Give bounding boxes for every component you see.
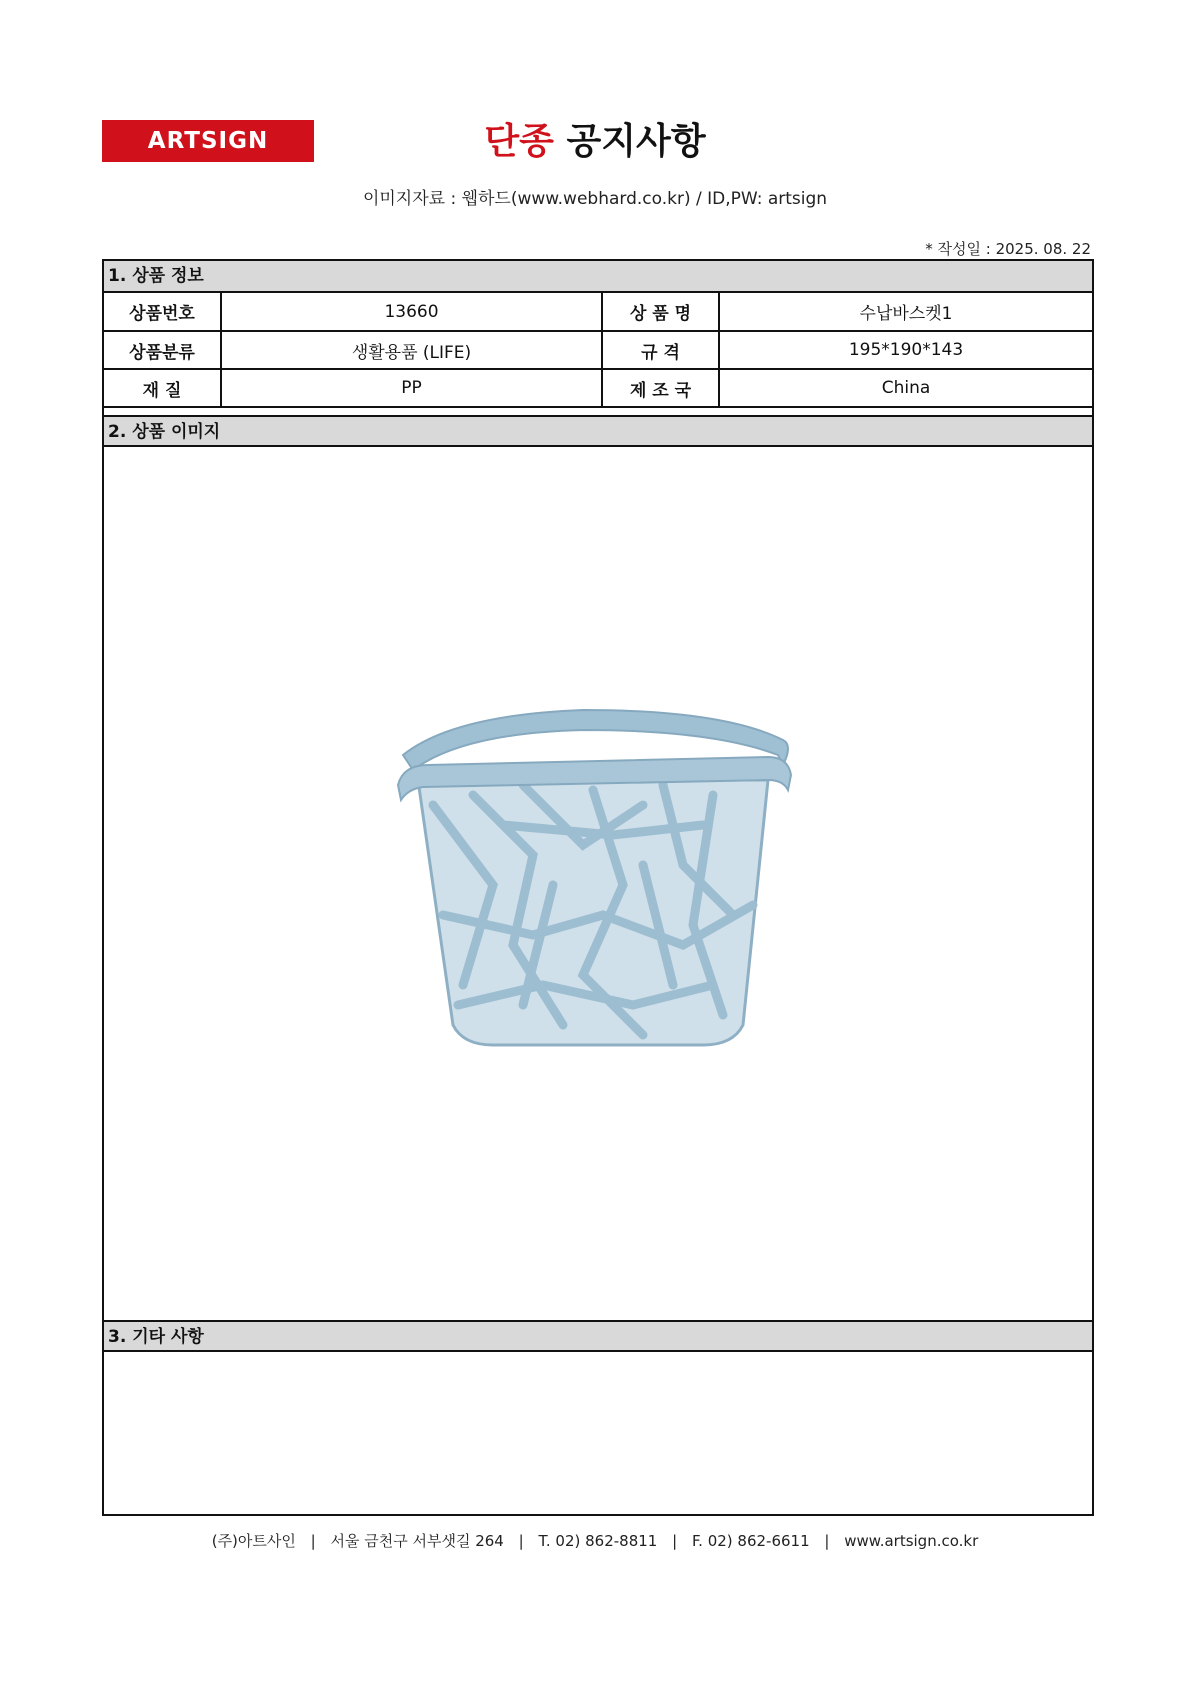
product-info-table — [104, 293, 1092, 408]
label-size: 규 격 — [602, 331, 719, 369]
product-image-area — [104, 449, 1092, 1320]
footer-fax: F. 02) 862-6611 — [691, 1532, 810, 1550]
value-country: China — [719, 369, 1092, 407]
section-title-product-image: 2. 상품 이미지 — [104, 415, 1092, 447]
table-row — [104, 331, 1092, 369]
notice-frame — [102, 259, 1094, 1516]
title-red: 단종 — [484, 121, 554, 162]
footer-tel: T. 02) 862-8811 — [538, 1532, 658, 1550]
value-material: PP — [221, 369, 602, 407]
section-title-product-info: 1. 상품 정보 — [104, 261, 1092, 293]
table-row — [104, 369, 1092, 407]
section-title-etc: 3. 기타 사항 — [104, 1320, 1092, 1352]
label-product-no: 상품번호 — [104, 293, 221, 331]
logo-text: ARTSIGN — [147, 128, 269, 154]
value-size: 195*190*143 — [719, 331, 1092, 369]
title-rest: 공지사항 — [566, 121, 706, 162]
label-material: 재 질 — [104, 369, 221, 407]
label-category: 상품분류 — [104, 331, 221, 369]
table-row — [104, 293, 1092, 331]
basket-icon — [383, 685, 813, 1085]
footer: (주)아트사인 | 서울 금천구 서부샛길 264 | T. 02) 862-8811 | F. 02) 862-6611 | www.artsign.co.kr — [211, 1532, 979, 1550]
label-product-name: 상 품 명 — [602, 293, 719, 331]
label-country: 제 조 국 — [602, 369, 719, 407]
page-title — [0, 113, 1190, 164]
footer-web: www.artsign.co.kr — [844, 1532, 979, 1550]
footer-address: 서울 금천구 서부샛길 264 — [330, 1532, 504, 1550]
value-product-no: 13660 — [221, 293, 602, 331]
etc-content-area — [104, 1354, 1092, 1514]
value-category: 생활용품 (LIFE) — [221, 331, 602, 369]
date-label: * 작성일 : 2025. 08. 22 — [925, 240, 1091, 258]
value-product-name: 수납바스켓1 — [719, 293, 1092, 331]
subtitle: 이미지자료 : 웹하드(www.webhard.co.kr) / ID,PW: artsign — [362, 189, 828, 209]
footer-company: (주)아트사인 — [211, 1532, 296, 1550]
